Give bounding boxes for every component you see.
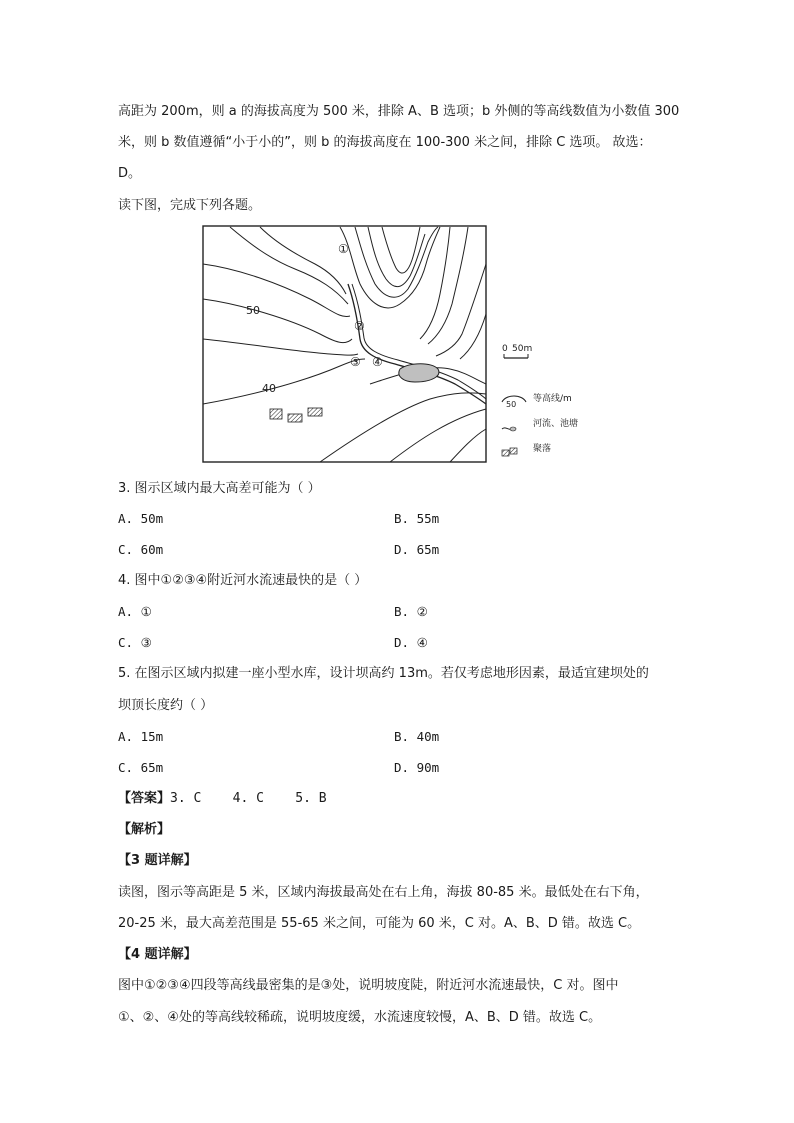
marker-3: ③ <box>350 355 361 369</box>
settlement-icons <box>270 408 322 422</box>
question-5-stem-line-1: 5. 在图示区域内拟建一座小型水库，设计坝高约 13m。若仅考虑地形因素，最适宜建坝处的 <box>118 666 649 681</box>
q4-detail-header: 【4 题详解】 <box>118 947 197 962</box>
q4-option-d: D. ④ <box>394 635 428 650</box>
legend-contour-label: 等高线/m <box>533 394 572 404</box>
q4-option-c: C. ③ <box>118 635 152 650</box>
q4-option-a: A. ① <box>118 604 152 619</box>
legend-settlement-label: 聚落 <box>533 444 552 454</box>
analysis-tag: 【解析】 <box>118 822 171 837</box>
intro-line-1: 高距为 200m，则 a 的海拔高度为 500 米，排除 A、B 选项；b 外侧的等高线数值为小数值 300 <box>118 104 680 119</box>
question-4-stem: 4. 图中①②③④附近河水流速最快的是（ ） <box>118 573 368 588</box>
legend-contour <box>502 396 526 409</box>
legend-contour-value: 50 <box>506 400 517 409</box>
marker-4: ④ <box>372 355 383 369</box>
marker-1: ① <box>338 242 349 256</box>
q5-option-d: D. 90m <box>394 760 440 775</box>
q5-option-b: B. 40m <box>394 729 440 744</box>
q3-detail-line-2: 20-25 米，最大高差范围是 55-65 米之间，可能为 60 米，C 对。A、B、D 错。故选 C。 <box>118 916 641 931</box>
pond <box>399 364 439 382</box>
q4-option-b: B. ② <box>394 604 428 619</box>
topographic-map-figure <box>200 224 533 464</box>
legend-river-pond-label: 河流、池塘 <box>533 419 579 429</box>
contour-label-50: 50 <box>246 304 260 317</box>
question-3-stem: 3. 图示区域内最大高差可能为（ ） <box>118 481 321 496</box>
scale-bar <box>502 344 532 358</box>
q3-option-b: B. 55m <box>394 511 440 526</box>
q3-option-a: A. 50m <box>118 511 164 526</box>
question-5-stem-line-2: 坝顶长度约（ ） <box>118 698 214 713</box>
q3-detail-line-1: 读图，图示等高距是 5 米，区域内海拔最高处在右上角，海拔 80-85 米。最低处在右下角， <box>118 885 649 900</box>
intro-line-2: 米，则 b 数值遵循“小于小的”，则 b 的海拔高度在 100-300 米之间，排除 C 选项。 故选： <box>118 135 652 150</box>
read-prompt: 读下图，完成下列各题。 <box>118 198 262 213</box>
legend-settlement-icon <box>502 443 518 453</box>
contour-label-40: 40 <box>262 382 276 395</box>
answer-tag: 【答案】 <box>118 791 171 806</box>
legend-river-icon <box>502 419 516 427</box>
q5-option-a: A. 15m <box>118 729 164 744</box>
q4-detail-line-1: 图中①②③④四段等高线最密集的是③处，说明坡度陡，附近河水流速最快，C 对。图中 <box>118 978 619 993</box>
scale-distance: 50m <box>512 344 533 354</box>
intro-line-3: D。 <box>118 166 142 181</box>
scale-zero: 0 <box>502 344 508 354</box>
q4-detail-line-2: ①、②、④处的等高线较稀疏，说明坡度缓，水流速度较慢，A、B、D 错。故选 C。 <box>118 1010 602 1025</box>
q3-option-d: D. 65m <box>394 542 440 557</box>
answer-row <box>118 791 327 807</box>
q5-option-c: C. 65m <box>118 760 164 775</box>
answer-values: 3. C 4. C 5. B <box>170 791 327 806</box>
q3-option-c: C. 60m <box>118 542 164 557</box>
marker-2: ② <box>354 319 365 333</box>
q3-detail-header: 【3 题详解】 <box>118 853 197 868</box>
